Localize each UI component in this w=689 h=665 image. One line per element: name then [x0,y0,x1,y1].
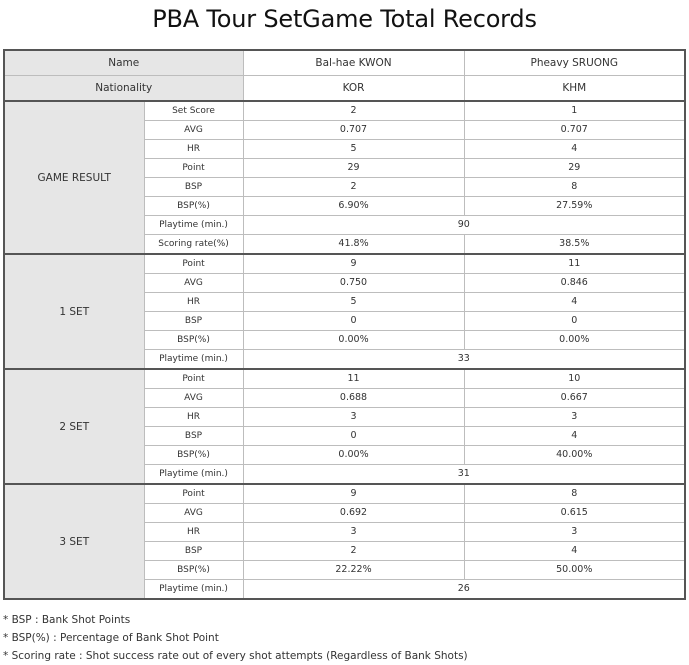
metric-label: BSP [144,178,243,197]
player2-value: 1 [464,101,685,121]
metric-label: HR [144,408,243,427]
player1-value: 2 [243,178,464,197]
footnotes [3,611,683,665]
metric-label: BSP(%) [144,197,243,216]
player1-value: 6.90% [243,197,464,216]
section-label: 2 SET [4,369,144,484]
section-label: 3 SET [4,484,144,599]
player1-value: 0.00% [243,446,464,465]
metric-label: AVG [144,121,243,140]
merged-value: 26 [243,580,685,600]
name-label: Name [4,50,243,76]
table-row [4,101,685,121]
player1-name: Bal-hae KWON [243,50,464,76]
metric-label: BSP(%) [144,331,243,350]
metric-label: Point [144,369,243,389]
player1-value: 3 [243,523,464,542]
section-label: GAME RESULT [4,101,144,254]
player2-nationality: KHM [464,76,685,102]
player1-value: 9 [243,484,464,504]
metric-label: Set Score [144,101,243,121]
player1-value: 41.8% [243,235,464,255]
metric-label: HR [144,293,243,312]
player1-value: 9 [243,254,464,274]
metric-label: BSP(%) [144,561,243,580]
metric-label: Playtime (min.) [144,465,243,485]
player1-value: 22.22% [243,561,464,580]
table-row [4,484,685,504]
metric-label: Scoring rate(%) [144,235,243,255]
metric-label: Point [144,484,243,504]
metric-label: HR [144,523,243,542]
player2-value: 50.00% [464,561,685,580]
player2-value: 10 [464,369,685,389]
player1-value: 0.00% [243,331,464,350]
footnote: * BSP(%) : Percentage of Bank Shot Point [3,632,219,644]
metric-label: BSP [144,427,243,446]
player1-value: 0 [243,312,464,331]
header-row-name [4,50,685,76]
player2-value: 29 [464,159,685,178]
section-label: 1 SET [4,254,144,369]
player2-value: 4 [464,427,685,446]
metric-label: HR [144,140,243,159]
player1-value: 5 [243,293,464,312]
metric-label: Playtime (min.) [144,350,243,370]
player2-value: 40.00% [464,446,685,465]
player2-value: 8 [464,178,685,197]
metric-label: Playtime (min.) [144,580,243,600]
player2-name: Pheavy SRUONG [464,50,685,76]
player2-value: 0.615 [464,504,685,523]
player2-value: 8 [464,484,685,504]
metric-label: BSP [144,312,243,331]
player1-value: 29 [243,159,464,178]
footnote: * BSP : Bank Shot Points [3,614,131,626]
player1-value: 0.692 [243,504,464,523]
player1-nationality: KOR [243,76,464,102]
player2-value: 0 [464,312,685,331]
player1-value: 0.707 [243,121,464,140]
metric-label: BSP(%) [144,446,243,465]
player2-value: 38.5% [464,235,685,255]
header-row-nationality [4,76,685,102]
player1-value: 5 [243,140,464,159]
player2-value: 11 [464,254,685,274]
player2-value: 0.707 [464,121,685,140]
table-row [4,369,685,389]
player2-value: 27.59% [464,197,685,216]
player2-value: 0.00% [464,331,685,350]
player1-value: 0.750 [243,274,464,293]
player1-value: 2 [243,101,464,121]
player1-value: 11 [243,369,464,389]
merged-value: 33 [243,350,685,370]
player1-value: 0 [243,427,464,446]
records-table [3,49,686,600]
metric-label: Playtime (min.) [144,216,243,235]
metric-label: AVG [144,274,243,293]
player2-value: 3 [464,408,685,427]
player2-value: 0.667 [464,389,685,408]
metric-label: AVG [144,389,243,408]
player2-value: 0.846 [464,274,685,293]
player1-value: 2 [243,542,464,561]
merged-value: 90 [243,216,685,235]
player2-value: 4 [464,293,685,312]
player2-value: 3 [464,523,685,542]
player2-value: 4 [464,140,685,159]
footnote: * Scoring rate : Shot success rate out of every shot attempts (Regardless of Bank Shots) [3,650,468,662]
player2-value: 4 [464,542,685,561]
player1-value: 0.688 [243,389,464,408]
page-title: PBA Tour SetGame Total Records [152,5,537,33]
metric-label: Point [144,159,243,178]
merged-value: 31 [243,465,685,485]
table-row [4,254,685,274]
player1-value: 3 [243,408,464,427]
nationality-label: Nationality [4,76,243,102]
metric-label: Point [144,254,243,274]
metric-label: AVG [144,504,243,523]
metric-label: BSP [144,542,243,561]
